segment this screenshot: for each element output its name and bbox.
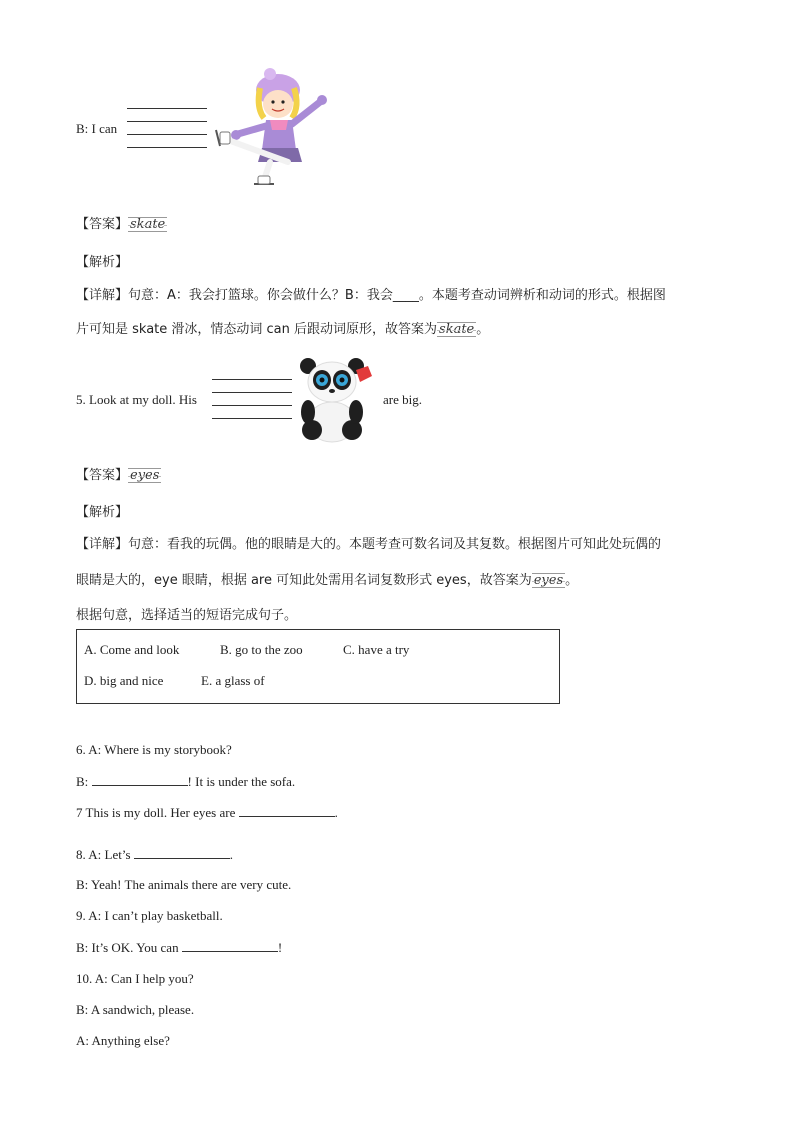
sentence-text: B: It’s OK. You can — [76, 940, 179, 955]
answer-blank[interactable] — [134, 846, 230, 859]
answer-blank[interactable] — [92, 773, 188, 786]
skater-hat-pompom — [264, 68, 276, 80]
answer-blank-line-3[interactable] — [127, 134, 207, 135]
question-10-b: B: A sandwich, please. — [76, 1002, 195, 1017]
question-8-b: B: Yeah! The animals there are very cute. — [76, 877, 292, 892]
question-7 — [76, 804, 338, 821]
detail-text: 句意：A：我会打篮球。你会做什么？B：我会____。本题考查动词辨析和动词的形式。根据图 — [128, 288, 666, 303]
answer-blank-line-4[interactable] — [127, 147, 207, 148]
question-5-prefix: 5. Look at my doll. His — [76, 392, 197, 407]
section-instruction: 根据句意，选择适当的短语完成句子。 — [76, 608, 298, 623]
sentence-text: ! It is under the sofa. — [187, 774, 296, 789]
analysis-tag: 【解析】 — [76, 505, 129, 520]
answer-blank-line-2[interactable] — [212, 392, 292, 393]
sentence-text: 8. A: Let’s — [76, 847, 131, 862]
answer-blank-line-4[interactable] — [212, 418, 292, 419]
skate-blade-2 — [216, 130, 220, 146]
detail-tag: 【详解】 — [76, 288, 129, 303]
analysis-detail-line-2 — [76, 569, 578, 588]
analysis-tag: 【解析】 — [76, 255, 129, 270]
skater-face — [263, 90, 293, 118]
question-9-b — [76, 939, 282, 956]
sentence-end: . — [334, 805, 338, 820]
detail-text-end: 。 — [565, 573, 579, 588]
option-e: E. a glass of — [201, 673, 265, 688]
option-a: A. Come and look — [84, 642, 180, 657]
answer-4 — [76, 213, 167, 232]
detail-text: 眼睛是大的，eye 眼睛，根据 are 可知此处需用名词复数形式 eyes，故答案为 — [76, 573, 532, 588]
question-8-a — [76, 846, 233, 863]
analysis-detail-line-1 — [76, 533, 661, 552]
speaker-label: B: — [76, 774, 89, 789]
answer-blank[interactable] — [239, 804, 335, 817]
detail-text: 片可知是 skate 滑冰，情态动词 can 后跟动词原形，故答案为 — [76, 322, 438, 337]
detail-tag: 【详解】 — [76, 537, 129, 552]
options-box — [76, 629, 560, 704]
sentence-text: 7 This is my doll. Her eyes are — [76, 805, 236, 820]
answer-handwritten-word: eyes — [533, 573, 564, 588]
answer-blank-line-2[interactable] — [127, 121, 207, 122]
answer-blank-line-3[interactable] — [212, 405, 292, 406]
answer-blank-line-1[interactable] — [127, 108, 207, 109]
question-6-b — [76, 773, 295, 790]
skating-girl-illustration — [208, 68, 332, 194]
question-5-suffix: are big. — [383, 392, 422, 407]
detail-text: 句意：看我的玩偶。他的眼睛是大的。本题考查可数名词及其复数。根据图片可知此处玩偶的 — [128, 537, 662, 552]
analysis-detail-line-1 — [76, 284, 666, 303]
answer-handwritten-word: skate — [439, 322, 475, 337]
option-b: B. go to the zoo — [220, 642, 303, 657]
answer-handwritten-word: eyes — [130, 468, 160, 483]
answer-tag: 【答案】 — [76, 217, 129, 232]
question-10-a: 10. A: Can I help you? — [76, 971, 194, 986]
question-10-c: A: Anything else? — [76, 1033, 170, 1048]
option-c: C. have a try — [343, 642, 410, 657]
answer-5 — [76, 464, 161, 483]
option-d: D. big and nice — [84, 673, 164, 688]
answer-blank-line-1[interactable] — [212, 379, 292, 380]
question-4-b-prefix: B: I can — [76, 121, 118, 136]
detail-text-end: 。 — [476, 322, 490, 337]
sentence-end: ! — [277, 940, 283, 955]
answer-tag: 【答案】 — [76, 468, 129, 483]
analysis-detail-line-2 — [76, 318, 489, 337]
question-9-a: 9. A: I can’t play basketball. — [76, 908, 223, 923]
question-6-a: 6. A: Where is my storybook? — [76, 742, 232, 757]
answer-handwritten-word: skate — [130, 217, 166, 232]
sentence-end: . — [229, 847, 234, 862]
panda-doll-illustration — [294, 356, 374, 444]
answer-blank[interactable] — [182, 939, 278, 952]
